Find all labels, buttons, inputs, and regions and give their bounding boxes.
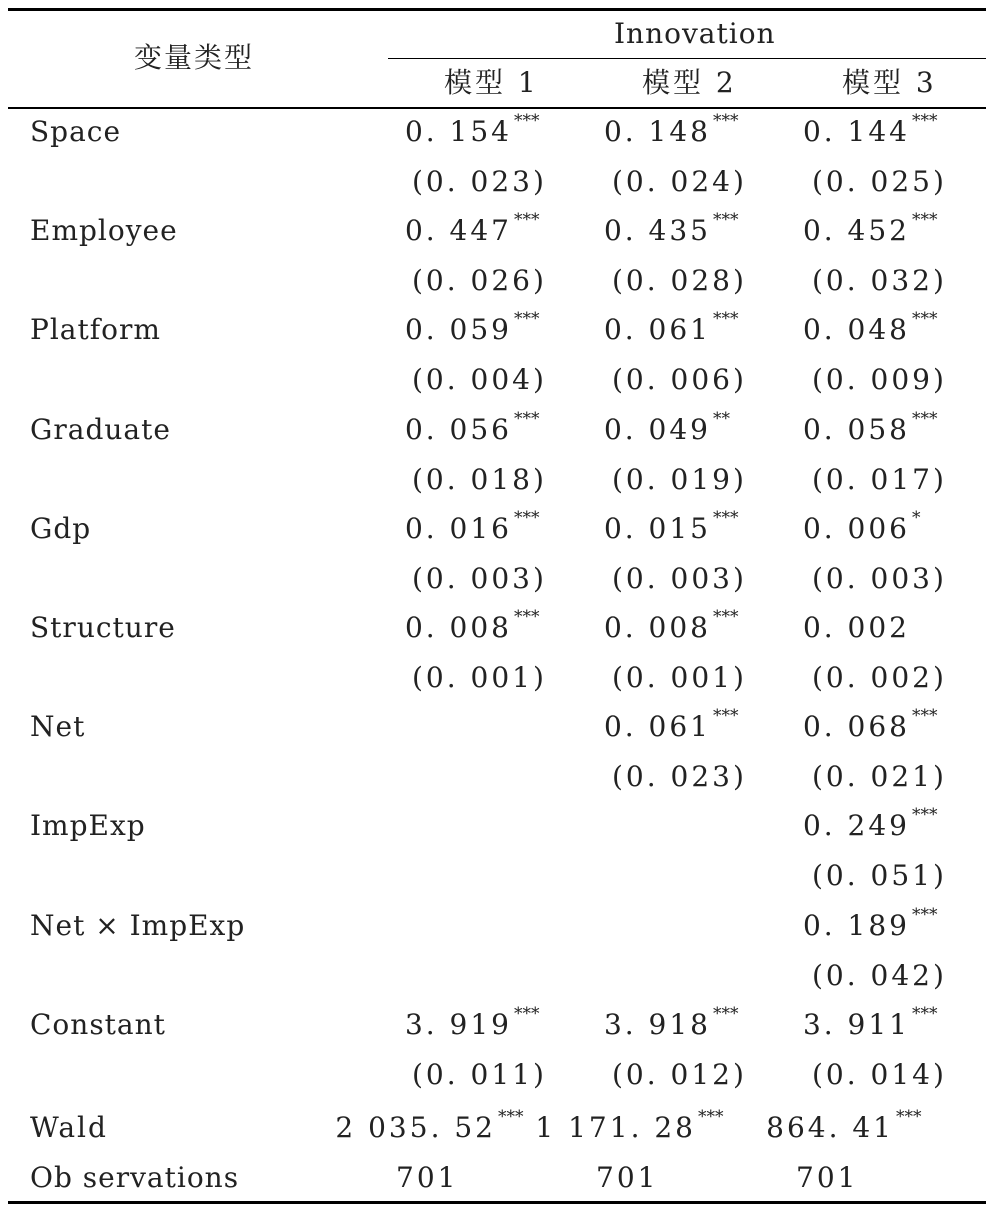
wald-label: Wald <box>30 1111 108 1144</box>
significance-stars: *** <box>713 508 739 528</box>
coef-cell <box>802 309 938 346</box>
coef-cell <box>802 1004 938 1041</box>
significance-stars: * <box>912 508 921 528</box>
coef-value: 0. 144 <box>802 115 910 148</box>
coef-value: 3. 918 <box>603 1008 711 1041</box>
coef-cell <box>603 309 739 346</box>
coef-value: 0. 148 <box>603 115 711 148</box>
group-rule <box>388 58 986 59</box>
top-rule <box>8 8 986 11</box>
significance-stars: *** <box>896 1107 922 1127</box>
std-error-cell: (0. 014) <box>812 1058 947 1091</box>
coef-value: 0. 049 <box>603 413 711 446</box>
std-error-cell: (0. 006) <box>612 363 747 396</box>
coef-value: 0. 059 <box>404 313 512 346</box>
std-error-cell: (0. 003) <box>612 562 747 595</box>
coef-value: 0. 435 <box>603 214 711 247</box>
coef-value: 0. 452 <box>802 214 910 247</box>
significance-stars: *** <box>912 309 938 329</box>
coef-cell <box>404 607 540 644</box>
header-model-2: 模型 2 <box>642 66 737 99</box>
coef-cell <box>603 706 739 743</box>
std-error-cell: (0. 017) <box>812 463 947 496</box>
coef-cell <box>802 706 938 743</box>
std-error-cell: (0. 042) <box>812 959 947 992</box>
std-error-cell: (0. 002) <box>812 661 947 694</box>
coef-value: 3. 911 <box>802 1008 910 1041</box>
std-error-cell: (0. 025) <box>812 165 947 198</box>
significance-stars: *** <box>514 409 540 429</box>
std-error-cell: (0. 001) <box>412 661 547 694</box>
row-label: Structure <box>30 611 176 644</box>
header-group-innovation: Innovation <box>614 17 776 50</box>
std-error-cell: (0. 051) <box>812 859 947 892</box>
significance-stars: *** <box>713 309 739 329</box>
std-error-cell: (0. 021) <box>812 760 947 793</box>
std-error-cell: (0. 023) <box>412 165 547 198</box>
coef-cell <box>603 111 739 148</box>
significance-stars: *** <box>912 111 938 131</box>
std-error-cell: (0. 011) <box>412 1058 547 1091</box>
std-error-cell: (0. 001) <box>612 661 747 694</box>
significance-stars: *** <box>713 1004 739 1024</box>
coef-cell <box>404 508 540 545</box>
row-label: Space <box>30 115 122 148</box>
coef-cell <box>802 805 938 842</box>
row-label: Graduate <box>30 413 171 446</box>
significance-stars: *** <box>514 210 540 230</box>
significance-stars: *** <box>912 805 938 825</box>
std-error-cell: (0. 024) <box>612 165 747 198</box>
std-error-cell: (0. 028) <box>612 264 747 297</box>
coef-value: 0. 008 <box>404 611 512 644</box>
significance-stars: *** <box>912 409 938 429</box>
significance-stars: *** <box>713 607 739 627</box>
coef-cell <box>802 611 912 644</box>
row-label: Net × ImpExp <box>30 909 246 942</box>
coef-cell <box>802 210 938 247</box>
coef-value: 2 035. 52 <box>335 1111 496 1144</box>
row-label: Gdp <box>30 512 92 545</box>
coef-value: 0. 189 <box>802 909 910 942</box>
std-error-cell: (0. 004) <box>412 363 547 396</box>
coef-cell <box>404 111 540 148</box>
coef-value: 0. 015 <box>603 512 711 545</box>
observations-cell: 701 <box>596 1161 659 1194</box>
observations-cell: 701 <box>396 1161 459 1194</box>
row-label: Platform <box>30 313 161 346</box>
coef-cell <box>603 607 739 644</box>
row-label: Employee <box>30 214 178 247</box>
coef-cell <box>603 409 730 446</box>
coef-value: 0. 006 <box>802 512 910 545</box>
header-model-1: 模型 1 <box>444 66 539 99</box>
significance-stars: *** <box>912 1004 938 1024</box>
std-error-cell: (0. 026) <box>412 264 547 297</box>
wald-cell <box>766 1107 922 1144</box>
significance-stars: *** <box>912 210 938 230</box>
significance-stars: *** <box>514 1004 540 1024</box>
coef-value: 0. 016 <box>404 512 512 545</box>
significance-stars: *** <box>912 706 938 726</box>
std-error-cell: (0. 003) <box>412 562 547 595</box>
std-error-cell: (0. 009) <box>812 363 947 396</box>
coef-value: 0. 002 <box>802 611 910 644</box>
coef-cell <box>404 210 540 247</box>
row-label: Net <box>30 710 86 743</box>
coef-cell <box>802 111 938 148</box>
coef-value: 0. 061 <box>603 313 711 346</box>
coef-value: 0. 061 <box>603 710 711 743</box>
bottom-rule <box>8 1201 986 1204</box>
std-error-cell: (0. 003) <box>812 562 947 595</box>
coef-cell <box>802 508 921 545</box>
coef-value: 0. 154 <box>404 115 512 148</box>
row-label: ImpExp <box>30 809 146 842</box>
significance-stars: *** <box>514 111 540 131</box>
std-error-cell: (0. 032) <box>812 264 947 297</box>
header-rule <box>8 107 986 109</box>
coef-value: 0. 249 <box>802 809 910 842</box>
std-error-cell: (0. 019) <box>612 463 747 496</box>
coef-cell <box>802 905 938 942</box>
coef-cell <box>603 508 739 545</box>
wald-cell <box>335 1107 524 1144</box>
std-error-cell: (0. 018) <box>412 463 547 496</box>
header-model-3: 模型 3 <box>842 66 937 99</box>
significance-stars: *** <box>713 111 739 131</box>
significance-stars: *** <box>514 309 540 329</box>
header-var-type: 变量类型 <box>134 41 255 74</box>
coef-value: 3. 919 <box>404 1008 512 1041</box>
coef-cell <box>802 409 938 446</box>
coef-value: 0. 056 <box>404 413 512 446</box>
significance-stars: *** <box>514 508 540 528</box>
significance-stars: *** <box>912 905 938 925</box>
coef-value: 1 171. 28 <box>535 1111 696 1144</box>
significance-stars: ** <box>713 409 730 429</box>
coef-value: 864. 41 <box>766 1111 894 1144</box>
significance-stars: *** <box>698 1107 724 1127</box>
wald-cell <box>535 1107 724 1144</box>
observations-label: Ob servations <box>30 1161 240 1194</box>
significance-stars: *** <box>498 1107 524 1127</box>
row-label: Constant <box>30 1008 166 1041</box>
significance-stars: *** <box>514 607 540 627</box>
std-error-cell: (0. 023) <box>612 760 747 793</box>
observations-cell: 701 <box>796 1161 859 1194</box>
significance-stars: *** <box>713 210 739 230</box>
coef-value: 0. 048 <box>802 313 910 346</box>
coef-cell <box>603 210 739 247</box>
std-error-cell: (0. 012) <box>612 1058 747 1091</box>
coef-cell <box>404 309 540 346</box>
coef-cell <box>404 1004 540 1041</box>
significance-stars: *** <box>713 706 739 726</box>
coef-value: 0. 447 <box>404 214 512 247</box>
coef-cell <box>404 409 540 446</box>
coef-value: 0. 068 <box>802 710 910 743</box>
coef-value: 0. 058 <box>802 413 910 446</box>
coef-value: 0. 008 <box>603 611 711 644</box>
coef-cell <box>603 1004 739 1041</box>
